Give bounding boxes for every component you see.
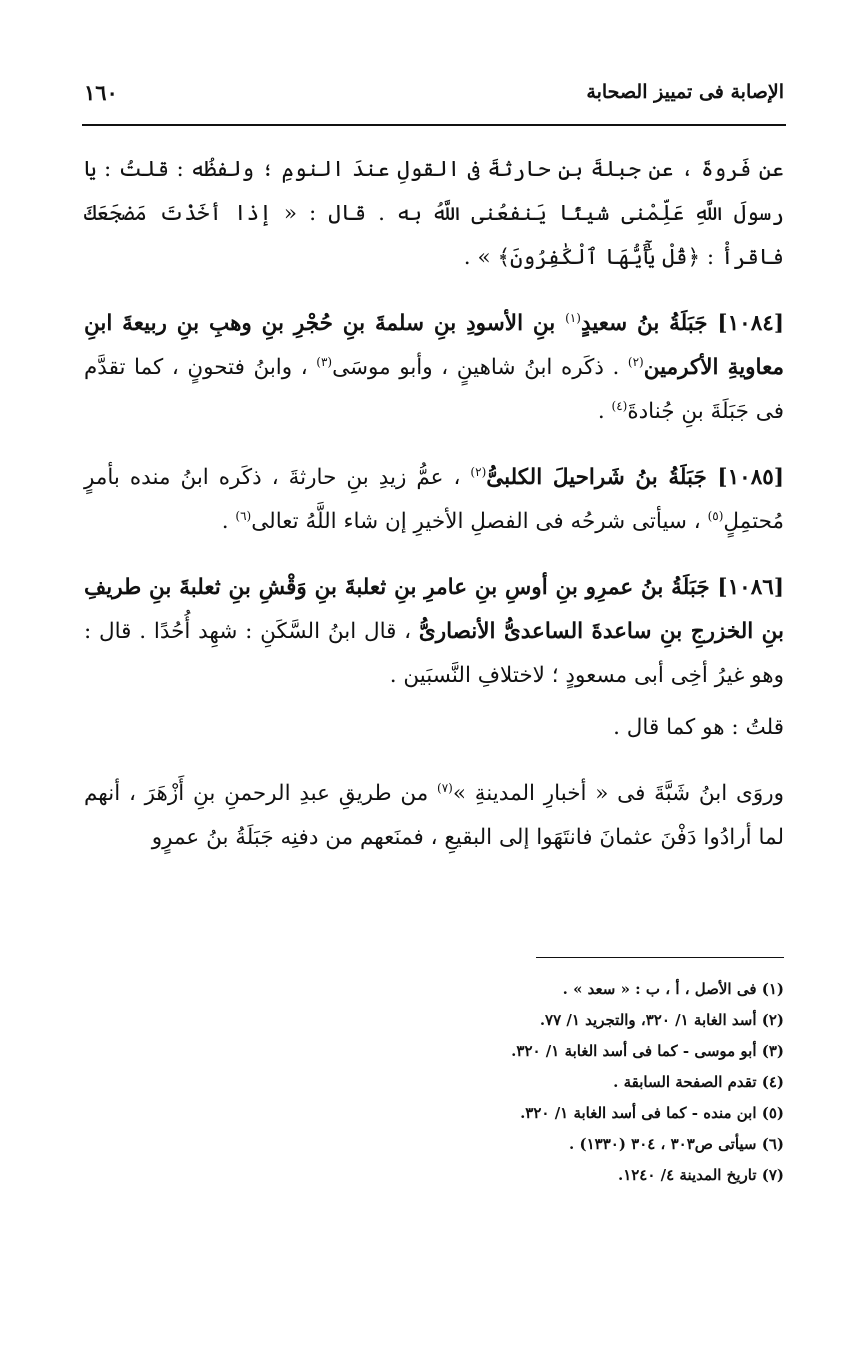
entry-heading: [١٠٨٥] جَبَلَةُ بنُ شَراحيلَ الكلبىُّ [486, 465, 784, 490]
paragraph [84, 302, 784, 434]
paragraph-text: . [221, 509, 236, 534]
paragraph [84, 772, 784, 860]
footnote-rule [536, 957, 784, 958]
footnote-item: (٤) تقدم الصفحة السابقة . [613, 1073, 784, 1091]
entry-heading: [١٠٨٦] جَبَلَةُ بنُ عمرِو بنِ أوسِ بنِ عامرِ بنِ ثعلبةَ بنِ وَقْشِ بنِ ثعلبةَ بنِ طريفِ بنِ الخزرجِ بنِ ساعدةَ الساعدىُّ الأنصارىُّ [84, 575, 784, 644]
entry-heading: بنِ الأسودِ بنِ سلمةَ بنِ حُجْرِ بنِ وهبِ بنِ ربيعةَ ابنِ معاويةِ الأكرمين [84, 311, 784, 380]
paragraph-text: . ذكَره ابنُ شاهينٍ ، وأبو موسَى [332, 355, 628, 380]
paragraph-text: عن فَروةَ ، عن جبلةَ بنِ حارثةَ فى القولِ عندَ النومِ ؛ ولفظُه : قلتُ : يا رسولَ اللَّهِ عَلِّمْنى شيئًا يَنفعُنى اللَّهُ به . قال : « إذا أخَذْتَ مَضجَعَكَ فاقرأْ : ﴿قُلْ يَٰٓأَيُّهَا ٱلْكَٰفِرُونَ﴾ » . [84, 157, 784, 270]
footnotes [300, 974, 784, 1191]
running-header [84, 72, 784, 112]
footnote-item: (٣) أبو موسى - كما فى أسد الغابة ١/ ٣٢٠. [511, 1042, 784, 1060]
footnote-item: (١) فى الأصل ، أ ، ب : « سعد » . [562, 980, 784, 998]
footnote-marker: (٢) [627, 354, 644, 369]
footnote-marker: (٥) [707, 508, 724, 523]
paragraph-text: ، وابنُ فتحونٍ ، كما تقدَّم فى جَبَلَةَ بنِ جُنادةَ [84, 355, 784, 424]
main-text [84, 148, 784, 882]
footnote-marker: (٦) [235, 508, 252, 523]
footnote-item: (٢) أسد الغابة ١/ ٣٢٠، والتجريد ١/ ٧٧. [539, 1011, 784, 1029]
page-number: ١٦٠ [84, 79, 118, 105]
footnote-marker: (٧) [437, 780, 453, 795]
entry-heading: [١٠٨٤] جَبَلَةُ بنُ سعيدٍ [580, 311, 784, 336]
footnote-marker: (٢) [470, 464, 487, 479]
footnote-marker: (٣) [316, 354, 333, 369]
paragraph-text: . [597, 399, 612, 424]
paragraph [84, 456, 784, 544]
paragraph-text: وروَى ابنُ شَبَّةَ فى « أخبارِ المدينةِ » [452, 781, 784, 806]
paragraph-text: ، قال ابنُ السَّكَنِ : شهِد أُحُدًا . قال : وهو غيرُ أخِى أبى مسعودٍ ؛ لاختلافِ النَّسبَين . [84, 619, 784, 688]
footnote-marker: (١) [565, 310, 581, 325]
running-title: الإصابة فى تمييز الصحابة [586, 81, 784, 103]
paragraph [84, 148, 784, 280]
footnote-item: (٥) ابن منده - كما فى أسد الغابة ١/ ٣٢٠. [520, 1104, 784, 1122]
paragraph-text: من طريقِ عبدِ الرحمنِ بنِ أَزْهَرَ ، أنهم لما أرادُوا دَفْنَ عثمانَ فانتَهَوا إلى البقيعِ ، فمنَعهم من دفنِه جَبَلَةُ بنُ عمرٍو [84, 781, 784, 850]
footnote-marker: (٤) [611, 398, 628, 413]
paragraph-text: قلتُ : هو كما قال . [613, 715, 784, 740]
paragraph-text: ، عمُّ زيدِ بنِ حارثةَ ، ذكَره ابنُ منده بأمرٍ مُحتمِلٍ [84, 465, 784, 534]
footnote-item: (٧) تاريخ المدينة ٤/ ١٢٤٠. [617, 1166, 784, 1184]
paragraph [84, 566, 784, 698]
paragraph [84, 706, 784, 750]
paragraph-text: ، سيأتى شرحُه فى الفصلِ الأخيرِ إن شاء اللَّهُ تعالى [251, 509, 708, 534]
header-rule [82, 124, 786, 126]
footnote-item: (٦) سيأتى ص٣٠٣ ، ٣٠٤ (١٣٣٠) . [569, 1135, 784, 1153]
